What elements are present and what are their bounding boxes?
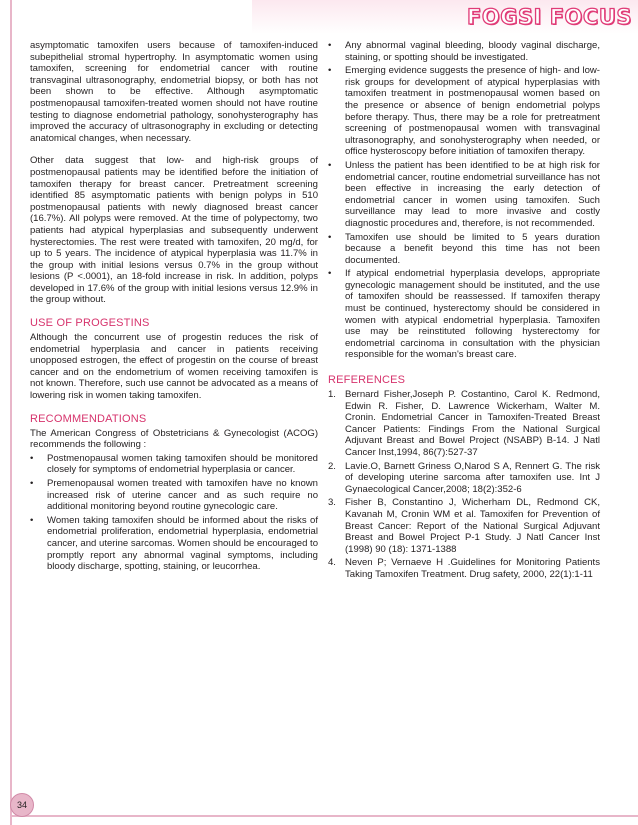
- list-item-text: Unless the patient has been identified to be at high risk for endometrial cancer, routine endometrial surveillance has not been effective in increasing the early detection of endometrial cancer in women using tamoxifen. Such surveillance may lead to more invasive and costly diagnostic procedures and, therefore, is not recommended.: [345, 159, 600, 229]
- list-item: [328, 160, 600, 230]
- reference-number: 2.: [328, 460, 336, 472]
- list-item-text: Women taking tamoxifen should be informed about the risks of endometrial proliferation, endometrial hyperplasia, endometrial cancer, and uterine sarcomas. Women should be encouraged to promptly report any abnormal vaginal symptoms, including bloody discharge, spotting, staining, or leucorrhea.: [47, 514, 319, 573]
- left-margin-rule: [10, 0, 12, 825]
- list-item-text: Emerging evidence suggests the presence of high- and low-risk groups for development of atypical hyperplasias with tamoxifen treatment in postmenopausal women based on the presence or absence of benign endometrial polyps before therapy. Thus, there may be a role for pretreatment screening of postmenopausal women with transvaginal ultrasonography, and sonohysterography when needed, or office hysteroscopy before initiation of tamoxifen therapy.: [345, 65, 600, 158]
- bullet-icon: •: [328, 231, 332, 243]
- list-item: [30, 453, 318, 476]
- progestins-heading: USE OF PROGESTINS: [30, 317, 150, 330]
- recommendations-heading: RECOMMENDATIONS: [30, 412, 147, 425]
- reference-text: Lavie.O, Barnett Griness O,Narod S A, Rennert G. The risk of developing uterine sarcoma after tamoxifen use. Int J Gynaecological Cancer,2008; 18(2):352-6: [345, 460, 600, 495]
- section-gap: [328, 363, 600, 374]
- section-gap: [30, 306, 318, 317]
- list-item-text: Any abnormal vaginal bleeding, bloody vaginal discharge, staining, or spotting should be investigated.: [345, 40, 600, 63]
- reference-text: Neven P; Vernaeve H .Guidelines for Monitoring Patients Taking Tamoxifen Treatment. Drug safety, 2000, 22(1):1-11: [345, 557, 600, 580]
- page-number-badge: [10, 793, 34, 817]
- list-item: [328, 268, 600, 361]
- list-item: [328, 65, 600, 158]
- header-banner: [252, 0, 638, 34]
- list-item: [328, 40, 600, 63]
- bullet-icon: •: [328, 159, 332, 171]
- bottom-margin-rule: [10, 815, 638, 817]
- reference-number: 4.: [328, 557, 336, 569]
- intro-paragraph: asymptomatic tamoxifen users because of tamoxifen-induced subepithelial stromal hypertrophy. In asymptomatic women using tamoxifen, screening for endometrial cancer with routine transvaginal ultrasonography, endometrial biopsy, or both has not been shown to be effective. Although asymptomatic postmenopausal tamoxifen-treated women should not have routine testing to diagnose endometrial pathology, sonohysterography has improved the accuracy of ultrasonography in excluding or detecting anatomical changes, when necessary.: [30, 40, 318, 144]
- reference-item: [328, 461, 600, 496]
- reference-number: 3.: [328, 497, 336, 509]
- references-list: [328, 389, 600, 581]
- bullet-icon: •: [328, 268, 332, 280]
- right-column: [328, 40, 600, 583]
- list-item-text: If atypical endometrial hyperplasia develops, appropriate gynecologic management should be instituted, and the use of tamoxifen should be reassessed. If tamoxifen therapy must be continued, hysterectomy should be considered in women with atypical endometrial hyperplasia. Tamoxifen use may be reinstituted following hysterectomy for endometrial carcinoma in consultation with the physician responsible for the woman's breast care.: [345, 268, 600, 361]
- recommendations-intro: The American Congress of Obstetricians & Gynecologist (ACOG) recommends the following :: [30, 427, 318, 451]
- bullet-icon: •: [30, 514, 34, 526]
- list-item: [30, 478, 318, 513]
- list-item: [30, 515, 318, 573]
- page-number: 34: [16, 800, 27, 810]
- study-paragraph: Other data suggest that low- and high-risk groups of postmenopausal patients may be identified before the initiation of tamoxifen therapy for breast cancer. Pretreatment screening identified 85 asymptomatic patients with benign polyps in 510 postmenopausal patients with newly diagnosed breast cancer (16.7%). All polyps were removed. At the time of polypectomy, two patients had atypical hyperplasias and subsequently underwent hysterectomies. The rest were treated with tamoxifen, 20 mg/d, for up to 5 years. The incidence of atypical hyperplasia was 11.7% in the group with initial lesions versus 0.7% in the group without lesions (P <.0001), an 18-fold increase in risk. In addition, polyps developed in 17.6% of the group with initial lesions versus 12.9% in the group without.: [30, 155, 318, 306]
- bullet-icon: •: [328, 40, 332, 51]
- bullet-icon: •: [30, 478, 34, 489]
- bullet-icon: •: [30, 452, 34, 464]
- reference-number: 1.: [328, 389, 336, 401]
- publication-title: FOGSI FOCUS: [467, 5, 632, 29]
- bullet-icon: •: [328, 65, 332, 77]
- list-item-text: Tamoxifen use should be limited to 5 years duration because a benefit beyond this time has not been documented.: [345, 231, 600, 266]
- paragraph-gap: [30, 144, 318, 155]
- reference-item: [328, 557, 600, 580]
- references-heading: REFERENCES: [328, 374, 406, 387]
- list-item-text: Premenopausal women treated with tamoxifen have no known increased risk of uterine cancer and as such require no additional monitoring beyond routine gynecologic care.: [47, 478, 318, 513]
- list-item-text: Postmenopausal women taking tamoxifen should be monitored closely for symptoms of endometrial hyperplasia or cancer.: [47, 452, 318, 476]
- left-column: [30, 40, 318, 575]
- reference-item: [328, 389, 600, 459]
- progestins-paragraph: Although the concurrent use of progestin reduces the risk of endometrial hyperplasia and cancer in patients receiving unopposed estrogen, the effect of progestin on the course of breast cancer and on the endometrium of women receiving tamoxifen is not known. Therefore, such use cannot be advocated as a means of lowering risk in women taking tamoxifen.: [30, 332, 318, 402]
- reference-text: Bernard Fisher,Joseph P. Costantino, Carol K. Redmond, Edwin R. Fisher, D. Lawrence Wickerham, Walter M. Cronin. Endometrial Cancer in Tamoxifen-Treated Breast Cancer Patients: Findings From the National Surgical Adjuvant Breast and Bowel Project (NSABP) B-14. J Natl Cancer Inst,1994, 86(7):527-37: [345, 389, 600, 458]
- reference-item: [328, 497, 600, 555]
- list-item: [328, 232, 600, 267]
- recommendations-list-right: [328, 40, 600, 361]
- section-gap: [30, 402, 318, 413]
- recommendations-list-left: [30, 453, 318, 573]
- reference-text: Fisher B, Constantino J, Wicherham DL, Redmond CK, Kavanah M, Cronin WM et al. Tamoxifen for Prevention of Breast Cancer: Report of the National Surgical Adjuvant Breast and Bowel Project P-1 Study. J Natl Cancer Inst (1998) 90 (18): 1371-1388: [345, 497, 600, 555]
